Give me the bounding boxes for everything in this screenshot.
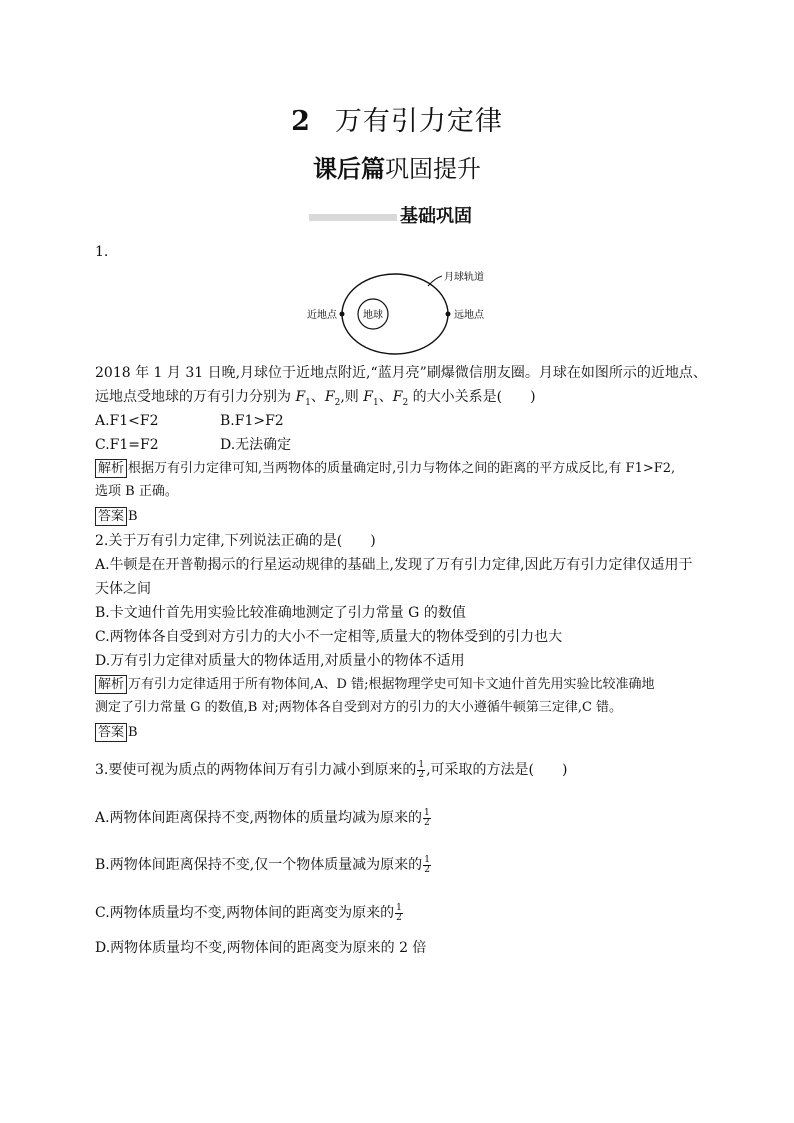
q3-option-c-text: C.两物体质量均不变,两物体间的距离变为原来的	[95, 905, 395, 921]
q1-stem-line2-a: 远地点受地球的万有引力分别为	[95, 389, 296, 405]
lesson-title: 万有引力定律	[334, 106, 503, 137]
fraction-half	[417, 761, 425, 780]
q2-answer-value: B	[128, 725, 138, 740]
q2-stem: 2.关于万有引力定律,下列说法正确的是( )	[95, 533, 376, 549]
q1-analysis	[95, 458, 675, 480]
q2-analysis	[95, 674, 654, 696]
q1-option-b: B.F1>F2	[220, 413, 284, 429]
q2-option-a-line2: 天体之间	[95, 581, 151, 597]
fraction-half	[395, 904, 403, 923]
q3-option-c	[95, 901, 404, 925]
q1-analysis-line2: 选项 B 正确。	[95, 484, 178, 499]
q1-stem-line2-b: ,则	[340, 389, 364, 405]
analysis-tag: 解析	[95, 675, 127, 694]
q2-option-c: C.两物体各自受到对方引力的大小不一定相等,质量大的物体受到的引力也大	[95, 629, 563, 645]
q3-option-b	[95, 853, 432, 877]
q2-option-d: D.万有引力定律对质量大的物体适用,对质量小的物体不适用	[95, 653, 465, 669]
frac-den: 2	[418, 769, 425, 780]
q2-analysis-line1: 万有引力定律适用于所有物体间,A、D 错;根据物理学史可知卡文迪什首先用实验比较准确地	[128, 677, 655, 692]
q3-stem-a: 3.要使可视为质点的两物体间万有引力减小到原来的	[95, 762, 417, 778]
q3-option-b-text: B.两物体间距离保持不变,仅一个物体质量减为原来的	[95, 857, 423, 873]
q1-stem-line2-c: 的大小关系是( )	[408, 389, 536, 405]
q2-answer	[95, 722, 138, 744]
answer-tag: 答案	[95, 723, 127, 742]
q1-number: 1.	[95, 244, 109, 260]
page-title	[0, 104, 794, 140]
q2-analysis-line2: 测定了引力常量 G 的数值,B 对;两物体各自受到对方的引力的大小遵循牛顿第三定律,C 错。	[95, 700, 623, 715]
q3-option-d: D.两物体质量均不变,两物体间的距离变为原来的 2 倍	[95, 940, 427, 956]
q1-answer	[95, 506, 138, 528]
orbit-label: 月球轨道	[444, 272, 484, 283]
apogee-label: 远地点	[454, 310, 484, 321]
page-subtitle	[0, 153, 794, 185]
frac-den: 2	[396, 912, 402, 923]
q2-option-a-line1: A.牛顿是在开普勒揭示的行星运动规律的基础上,发现了万有引力定律,因此万有引力定律仅适用于	[95, 557, 693, 573]
q1-answer-value: B	[128, 509, 138, 524]
section-title: 基础巩固	[400, 206, 472, 227]
q3-stem-b: ,可采取的方法是( )	[426, 762, 568, 778]
q1-stem-line2: 远地点受地球的万有引力分别为 $F_1$、$F_2$,则 $F_1$、$F_2$ 的大小关系是( )	[95, 389, 536, 408]
answer-tag: 答案	[95, 507, 127, 526]
section-bar	[309, 214, 397, 221]
apogee-point	[446, 312, 451, 317]
q1-option-c: C.F1=F2	[95, 437, 159, 453]
fraction-half	[423, 856, 431, 875]
analysis-tag: 解析	[95, 459, 127, 478]
q2-option-b: B.卡文迪什首先用实验比较准确地测定了引力常量 G 的数值	[95, 605, 466, 621]
q1-option-a: A.F1<F2	[95, 413, 159, 429]
perigee-label: 近地点	[307, 310, 337, 321]
frac-den: 2	[424, 864, 430, 875]
q1-option-d: D.无法确定	[220, 437, 292, 453]
q3-option-a-text: A.两物体间距离保持不变,两物体的质量均减为原来的	[95, 810, 423, 826]
subtitle-bold: 课后篇	[313, 154, 385, 183]
perigee-point	[340, 312, 345, 317]
fraction-half	[423, 809, 431, 828]
q1-stem-line1: 2018 年 1 月 31 日晚,月球位于近地点附近,“蓝月亮”刷爆微信朋友圈。月球在如图所示的近地点、	[95, 365, 707, 381]
earth-label: 地球	[363, 310, 383, 321]
subtitle-rest: 巩固提升	[385, 155, 481, 183]
frac-num: 1	[424, 807, 430, 818]
q3-stem	[95, 758, 567, 782]
lesson-number: 2	[291, 106, 311, 137]
frac-den: 2	[424, 817, 430, 828]
frac-num: 1	[396, 902, 402, 913]
orbit-diagram	[300, 266, 500, 366]
q3-option-a	[95, 806, 432, 830]
q1-analysis-line1: 根据万有引力定律可知,当两物体的质量确定时,引力与物体之间的距离的平方成反比,有 F1>F2,	[128, 461, 676, 476]
frac-num: 1	[418, 759, 425, 770]
frac-num: 1	[424, 854, 430, 865]
